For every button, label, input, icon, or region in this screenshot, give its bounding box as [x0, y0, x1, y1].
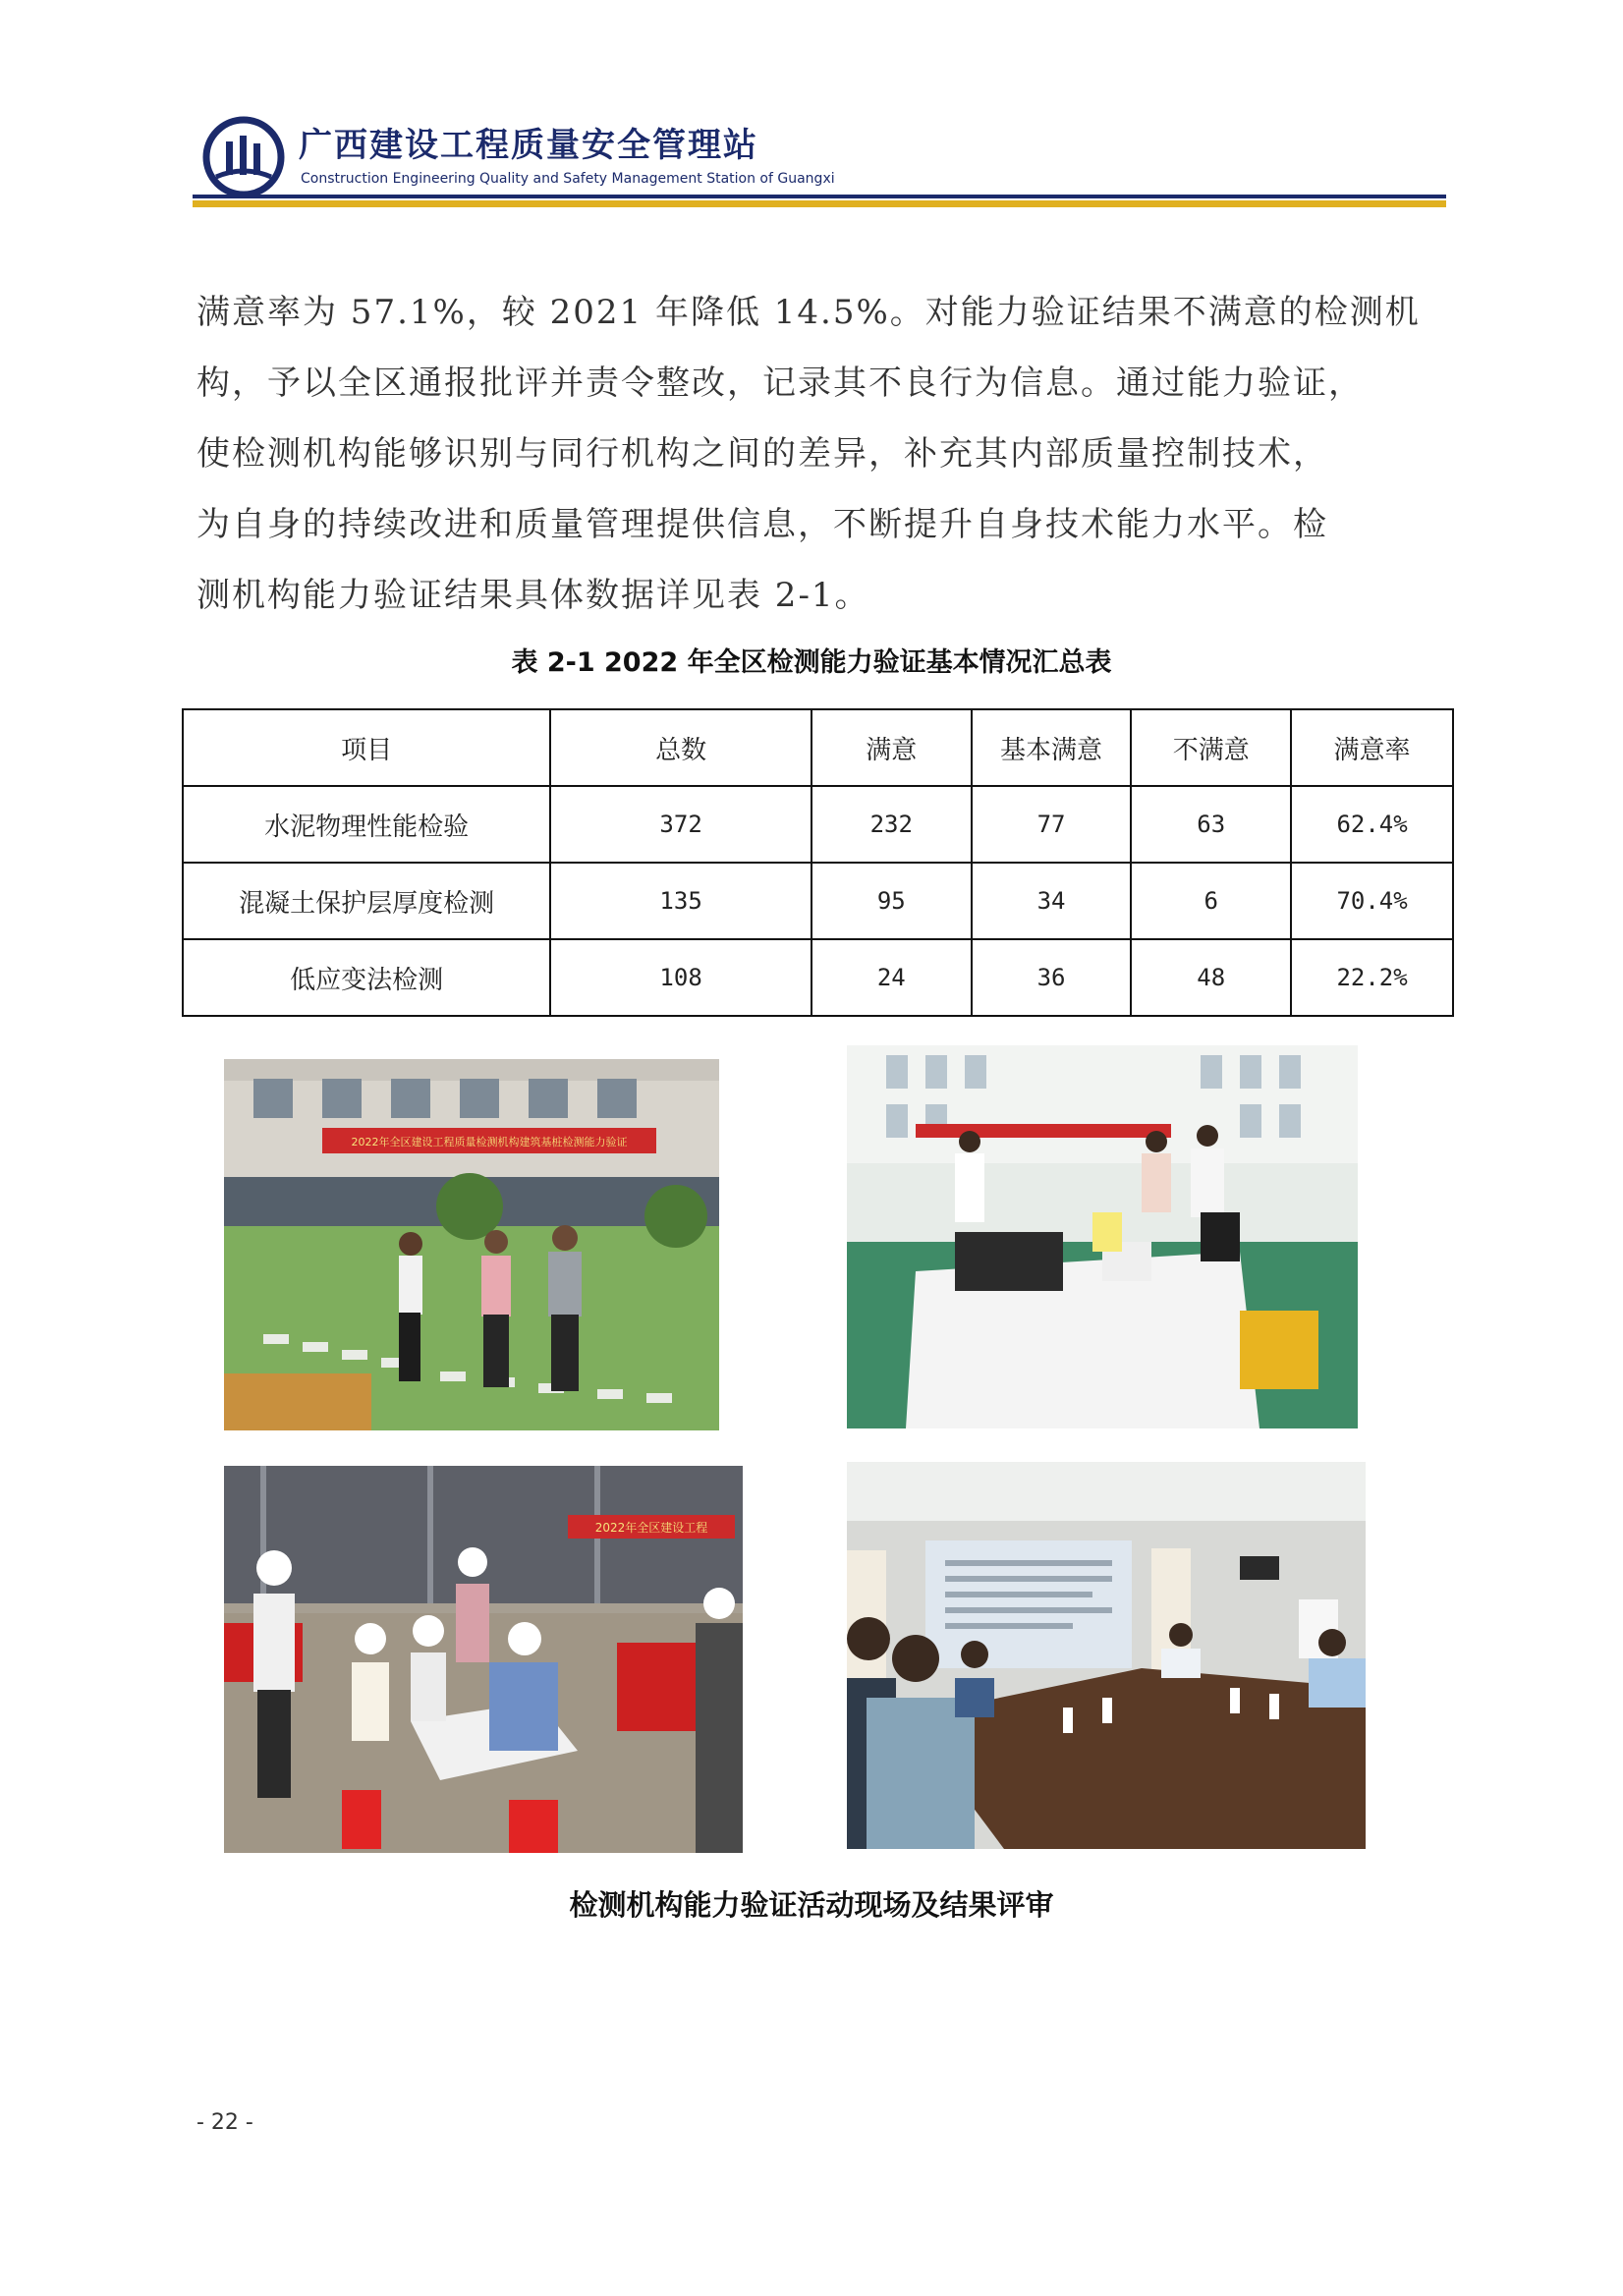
body-line: 满意率为 57.1%，较 2021 年降低 14.5%。对能力验证结果不满意的检测机	[196, 293, 1421, 332]
table-cell: 低应变法检测	[183, 939, 550, 1016]
table-cell: 22.2%	[1291, 939, 1453, 1016]
table-cell: 77	[972, 786, 1132, 863]
table-cell: 63	[1131, 786, 1291, 863]
column-header: 不满意	[1131, 709, 1291, 786]
org-name-en: Construction Engineering Quality and Safety Management Station of Guangxi	[301, 171, 835, 187]
table-cell: 6	[1131, 863, 1291, 939]
table-header-row	[183, 709, 1453, 786]
column-header: 满意	[812, 709, 972, 786]
table-row	[183, 939, 1453, 1016]
table-cell: 水泥物理性能检验	[183, 786, 550, 863]
body-line: 使检测机构能够识别与同行机构之间的差异，补充其内部质量控制技术，	[196, 434, 1328, 474]
photo-meeting-room	[847, 1462, 1366, 1849]
table-cell: 48	[1131, 939, 1291, 1016]
body-paragraph	[196, 277, 1440, 631]
header-rule-gold	[193, 200, 1446, 207]
photo-indoor-hall	[847, 1045, 1358, 1428]
body-line: 测机构能力验证结果具体数据详见表 2-1。	[196, 576, 870, 615]
photo-caption: 检测机构能力验证活动现场及结果评审	[569, 1888, 1054, 1922]
table-cell: 372	[550, 786, 812, 863]
column-header: 项目	[183, 709, 550, 786]
photo-banner-text: 2022年全区建设工程	[594, 1521, 708, 1535]
table-cell: 70.4%	[1291, 863, 1453, 939]
table-cell: 36	[972, 939, 1132, 1016]
table-cell: 24	[812, 939, 972, 1016]
table-cell: 62.4%	[1291, 786, 1453, 863]
station-logo-icon	[202, 116, 285, 198]
table-cell: 108	[550, 939, 812, 1016]
table-title: 表 2-1 2022 年全区检测能力验证基本情况汇总表	[511, 647, 1112, 678]
table-cell: 34	[972, 863, 1132, 939]
body-line: 为自身的持续改进和质量管理提供信息，不断提升自身技术能力水平。检	[196, 505, 1328, 544]
header-rule-blue	[193, 195, 1446, 198]
photo-banner-text: 2022年全区建设工程质量检测机构建筑基桩检测能力验证	[351, 1136, 628, 1148]
org-name: 广西建设工程质量安全管理站	[299, 126, 758, 165]
summary-table	[182, 708, 1454, 1017]
table-row	[183, 863, 1453, 939]
table-row	[183, 786, 1453, 863]
photo-outdoor-site	[224, 1059, 719, 1430]
table-cell: 混凝土保护层厚度检测	[183, 863, 550, 939]
photo-factory-floor	[224, 1466, 743, 1853]
table-cell: 135	[550, 863, 812, 939]
column-header: 满意率	[1291, 709, 1453, 786]
column-header: 总数	[550, 709, 812, 786]
table-cell: 232	[812, 786, 972, 863]
body-line: 构，予以全区通报批评并责令整改，记录其不良行为信息。通过能力验证，	[196, 364, 1364, 403]
page-header	[193, 108, 1446, 206]
column-header: 基本满意	[972, 709, 1132, 786]
table-cell: 95	[812, 863, 972, 939]
page-number: - 22 -	[196, 2110, 253, 2135]
